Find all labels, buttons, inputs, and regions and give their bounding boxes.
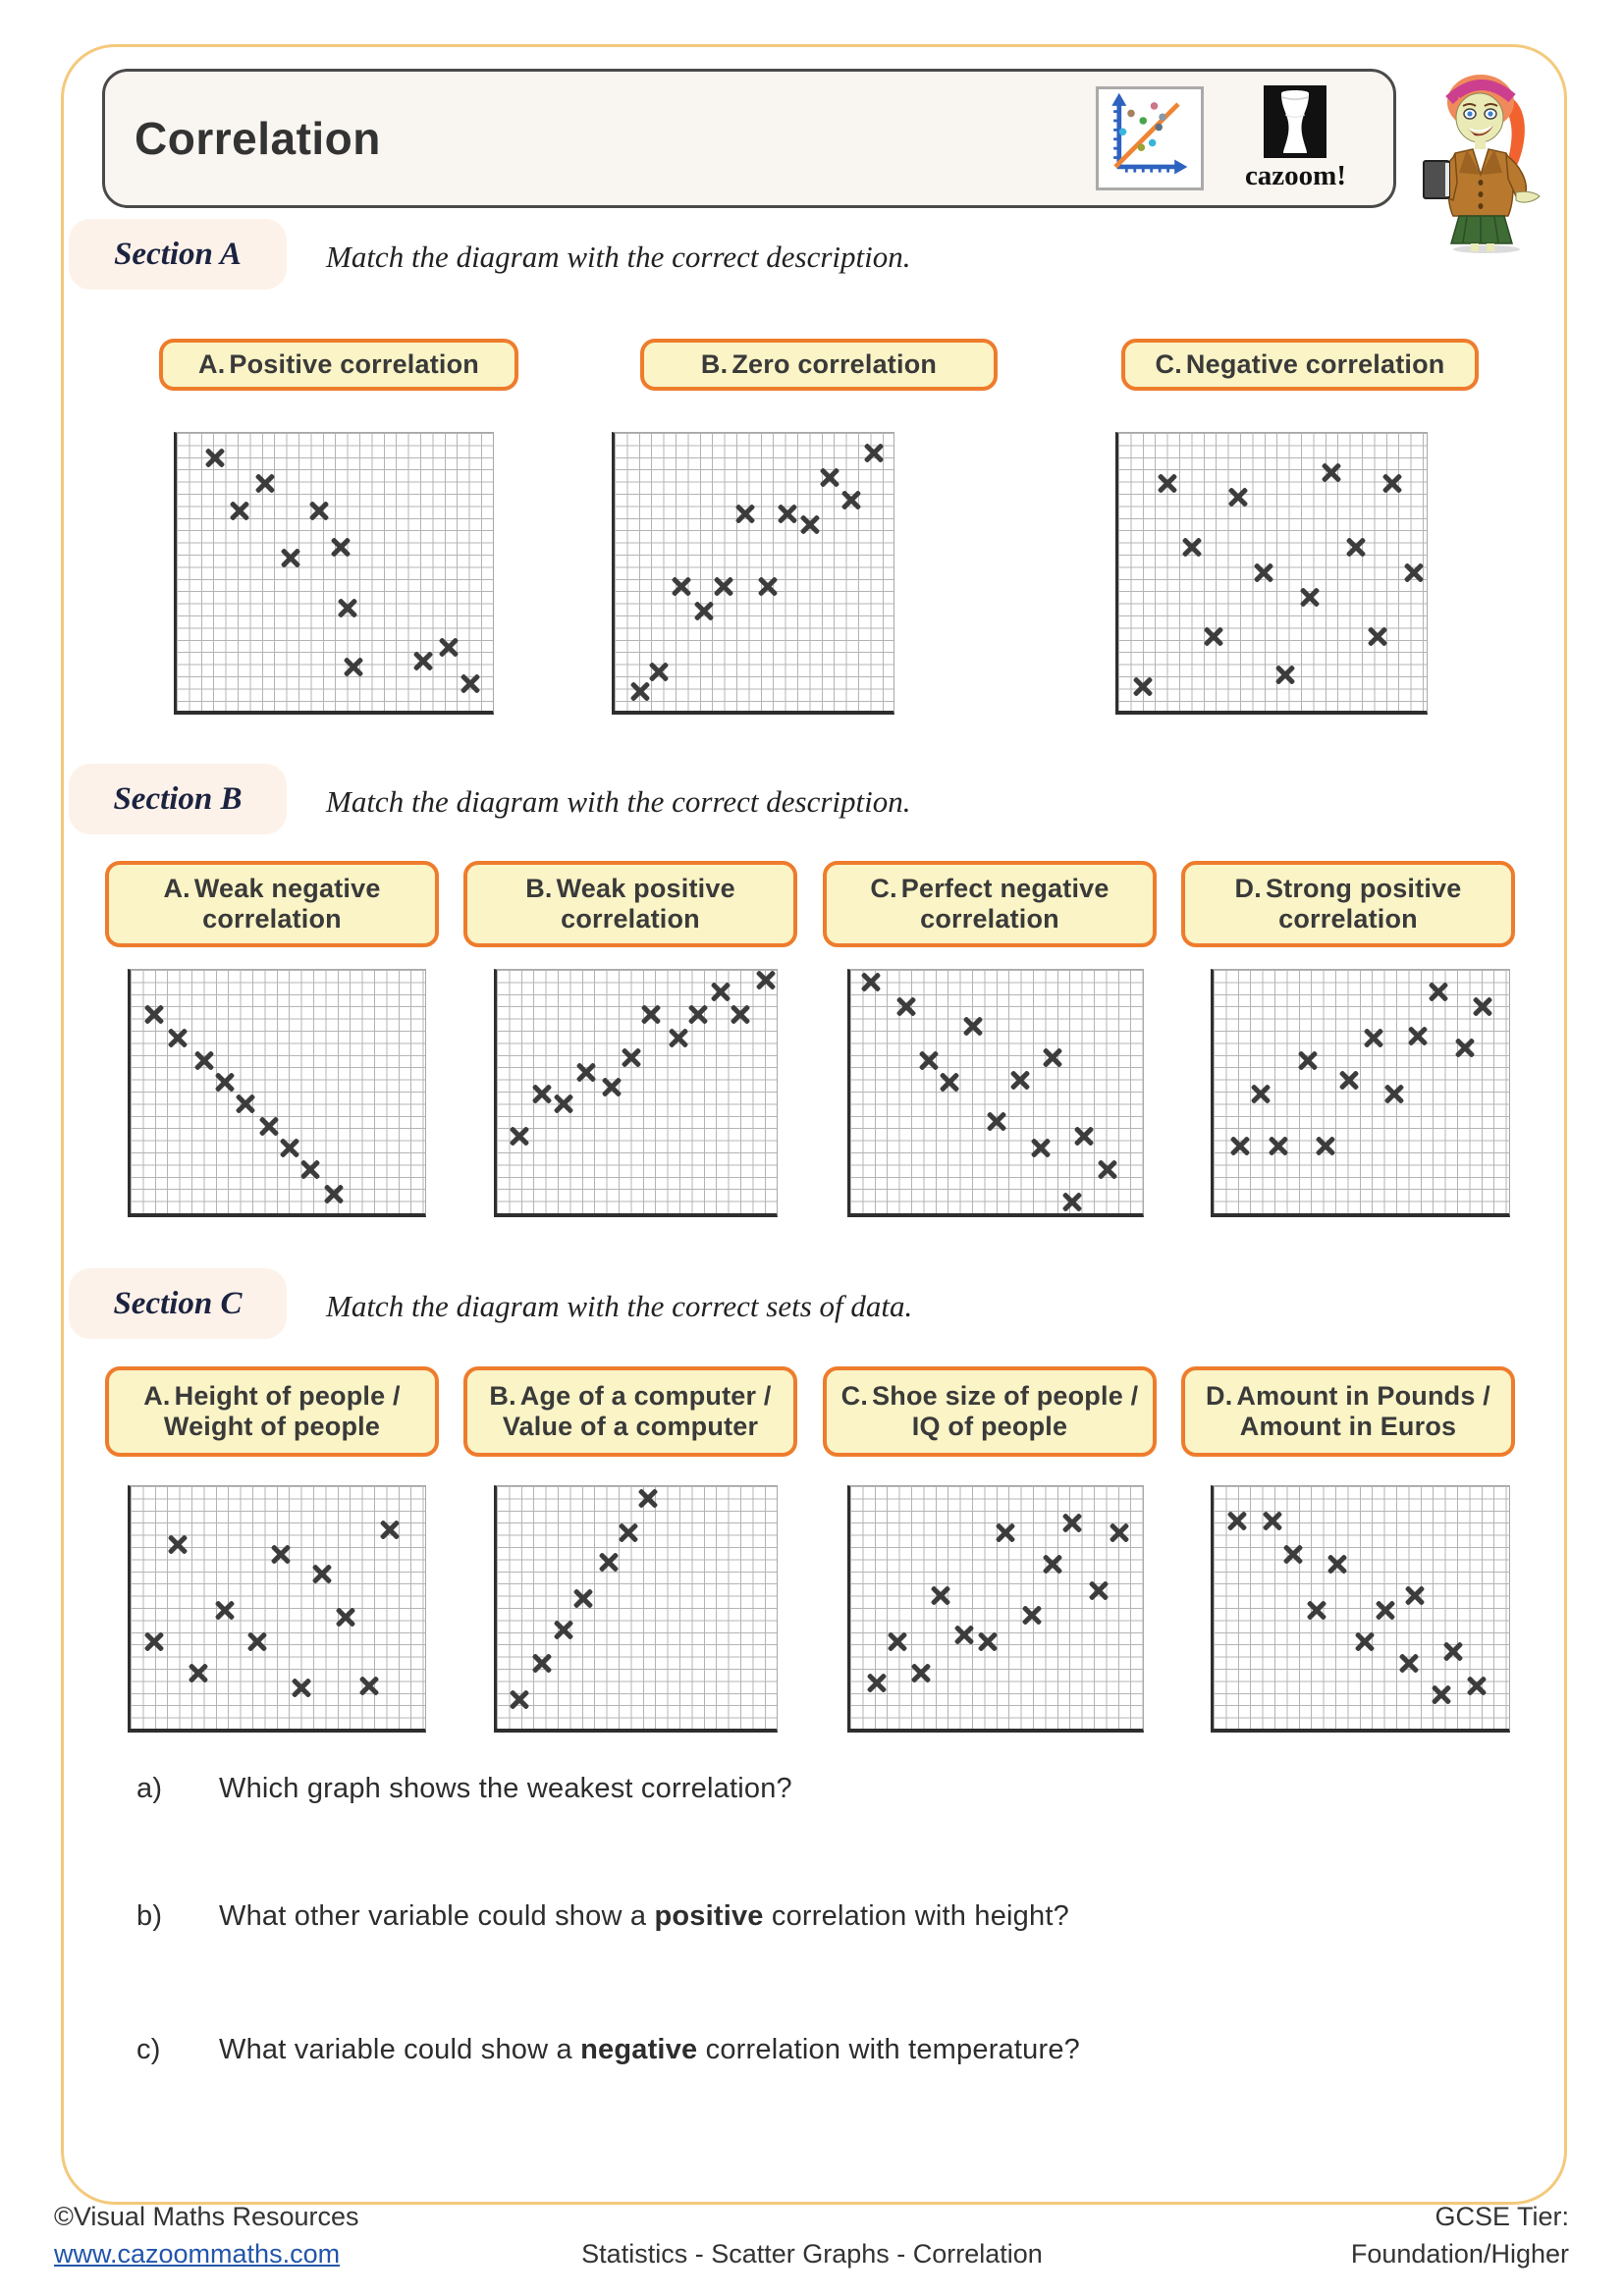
x-mark (798, 512, 822, 536)
footer-tier-label: GCSE Tier: (1435, 2202, 1569, 2231)
scatter-plot-c3 (847, 1485, 1144, 1733)
x-mark (1427, 980, 1450, 1003)
option-key: A. (163, 874, 190, 903)
x-mark (1008, 1068, 1032, 1092)
x-mark (336, 596, 359, 619)
x-mark (329, 535, 352, 559)
x-mark (597, 1550, 621, 1574)
x-mark (1406, 1024, 1430, 1047)
x-mark (253, 471, 277, 495)
option-key: A. (143, 1381, 171, 1411)
x-mark (1382, 1082, 1406, 1105)
footer-website-link[interactable]: www.cazoommaths.com (54, 2239, 341, 2269)
x-mark (733, 502, 757, 525)
x-mark (1344, 535, 1368, 559)
section-b-label: Section B (113, 780, 243, 817)
cazoom-drum-icon (1264, 85, 1326, 158)
option-key: D. (1234, 874, 1262, 903)
x-mark (1060, 1190, 1084, 1213)
x-mark (859, 970, 883, 993)
section-b-instruction: Match the diagram with the correct description. (326, 784, 911, 819)
option-box-a2 (640, 339, 998, 391)
option-key: B. (489, 1381, 516, 1411)
x-mark (1314, 1134, 1337, 1157)
option-box-b2 (463, 861, 797, 947)
x-mark (639, 1002, 663, 1026)
x-mark (756, 574, 780, 598)
option-label: Strong positive correlation (1265, 874, 1462, 934)
x-mark (574, 1060, 598, 1084)
x-mark (1252, 561, 1275, 584)
x-mark (1156, 471, 1179, 495)
x-mark (1353, 1629, 1377, 1653)
question-c-text: What variable could show a negative correlation with temperature? (219, 2034, 1080, 2065)
x-mark (166, 1532, 189, 1556)
x-mark (142, 1002, 166, 1026)
x-mark (1403, 1583, 1427, 1607)
x-mark (1453, 1036, 1477, 1059)
x-mark (1228, 1134, 1252, 1157)
x-mark (378, 1518, 402, 1541)
x-mark (1087, 1578, 1110, 1602)
x-mark (894, 994, 918, 1018)
scatter-plot-b2 (494, 969, 778, 1217)
x-mark (142, 1629, 166, 1653)
x-mark (994, 1521, 1017, 1544)
x-mark (1096, 1157, 1119, 1181)
x-mark (1281, 1542, 1305, 1566)
x-mark (1029, 1136, 1053, 1159)
scatter-chart-icon (1096, 86, 1204, 190)
x-mark (166, 1026, 189, 1049)
x-mark (1180, 535, 1204, 559)
section-c-instruction: Match the diagram with the correct sets of data. (326, 1289, 913, 1323)
x-mark (600, 1075, 623, 1098)
scatter-plot-c2 (494, 1485, 778, 1733)
x-mark (257, 1114, 281, 1138)
x-mark (213, 1598, 237, 1622)
x-mark (754, 968, 778, 991)
x-mark (985, 1109, 1008, 1133)
option-label: Age of a computer / Value of a computer (502, 1381, 772, 1441)
section-b-pill (69, 764, 287, 834)
option-label: Weak positive correlation (556, 874, 735, 934)
x-mark (411, 649, 435, 672)
footer-copyright: ©Visual Maths Resources (54, 2202, 359, 2231)
x-mark (1020, 1603, 1044, 1627)
x-mark (213, 1070, 237, 1094)
x-mark (686, 1002, 710, 1026)
option-box-c3 (823, 1366, 1157, 1457)
option-label: Shoe size of people / IQ of people (872, 1381, 1139, 1441)
x-mark (1326, 1552, 1349, 1575)
x-mark (279, 546, 302, 569)
x-mark (952, 1623, 976, 1646)
x-mark (886, 1629, 909, 1653)
option-label: Height of people / Weight of people (163, 1381, 401, 1441)
x-mark (459, 671, 482, 695)
option-label: Negative correlation (1185, 349, 1445, 379)
x-mark (530, 1651, 554, 1675)
x-mark (245, 1629, 269, 1653)
scatter-plot-b1 (128, 969, 426, 1217)
x-mark (909, 1661, 933, 1684)
scatter-plot-c4 (1211, 1485, 1510, 1733)
x-mark (1041, 1552, 1064, 1575)
x-mark (1298, 585, 1322, 609)
x-mark (647, 660, 671, 683)
section-c-label: Section C (113, 1285, 243, 1321)
question-b-text: What other variable could show a positive correlation with height? (219, 1900, 1069, 1932)
option-box-b3 (823, 861, 1157, 947)
x-mark (1305, 1598, 1328, 1622)
header-icons (1096, 85, 1346, 192)
x-mark (938, 1070, 961, 1094)
x-mark (961, 1014, 985, 1038)
x-mark (1131, 674, 1155, 698)
option-label: Amount in Pounds / Amount in Euros (1236, 1381, 1490, 1441)
x-mark (1441, 1639, 1465, 1663)
x-mark (862, 441, 886, 464)
option-key: A. (198, 349, 226, 379)
x-mark (1296, 1048, 1320, 1072)
x-mark (692, 599, 716, 622)
scatter-plot-a3 (1115, 432, 1428, 715)
x-mark (1362, 1026, 1385, 1049)
section-a-pill (69, 219, 287, 290)
x-mark (187, 1661, 210, 1684)
x-mark (437, 635, 460, 659)
x-mark (1374, 1598, 1397, 1622)
x-mark (976, 1629, 1000, 1653)
x-mark (636, 1486, 660, 1510)
x-mark (290, 1676, 313, 1699)
scatter-plot-a2 (612, 432, 894, 715)
x-mark (1060, 1511, 1084, 1534)
option-box-b4 (1181, 861, 1515, 947)
option-label: Positive correlation (229, 349, 479, 379)
x-mark (1267, 1134, 1290, 1157)
x-mark (228, 499, 251, 522)
scatter-plot-b3 (847, 969, 1144, 1217)
x-mark (712, 574, 735, 598)
option-key: D. (1206, 1381, 1233, 1411)
x-mark (1041, 1045, 1064, 1069)
question-c (136, 2034, 1080, 2066)
page-title: Correlation (135, 113, 381, 164)
x-mark (709, 980, 732, 1003)
worksheet-header (102, 69, 1396, 208)
cazoom-logo (1245, 85, 1346, 192)
x-mark (1402, 561, 1426, 584)
x-mark (571, 1586, 595, 1610)
x-mark (1225, 1509, 1249, 1532)
option-key: C. (840, 1381, 869, 1411)
question-b-key: b) (136, 1900, 163, 1932)
x-mark (203, 446, 227, 469)
option-key: C. (1155, 349, 1182, 379)
x-mark (322, 1182, 346, 1205)
question-c-key: c) (136, 2034, 161, 2065)
x-mark (620, 1045, 643, 1069)
x-mark (334, 1605, 357, 1629)
question-a-text: Which graph shows the weakest correlation? (219, 1773, 792, 1804)
x-mark (552, 1618, 575, 1641)
x-mark (1226, 485, 1250, 508)
option-box-c1 (105, 1366, 439, 1457)
x-mark (278, 1136, 301, 1159)
x-mark (508, 1687, 531, 1711)
x-mark (865, 1671, 889, 1694)
x-mark (670, 574, 693, 598)
x-mark (1261, 1509, 1284, 1532)
x-mark (269, 1542, 293, 1566)
x-mark (1465, 1674, 1489, 1697)
x-mark (839, 488, 863, 511)
option-box-c2 (463, 1366, 797, 1457)
option-box-a3 (1121, 339, 1479, 391)
section-a-instruction: Match the diagram with the correct description. (326, 240, 911, 274)
x-mark (307, 499, 331, 522)
x-mark (1471, 994, 1494, 1018)
x-mark (1430, 1682, 1453, 1706)
footer-topic: Statistics - Scatter Graphs - Correlation (581, 2239, 1043, 2269)
x-mark (617, 1521, 640, 1544)
option-key: B. (525, 874, 553, 903)
x-mark (552, 1092, 575, 1115)
x-mark (234, 1092, 257, 1115)
cartoon-girl-mascot (1410, 57, 1561, 253)
x-mark (1397, 1651, 1421, 1675)
x-mark (1108, 1521, 1131, 1544)
x-mark (342, 655, 365, 678)
option-label: Zero correlation (731, 349, 938, 379)
scatter-plot-c1 (128, 1485, 426, 1733)
x-mark (1337, 1068, 1361, 1092)
x-mark (1380, 471, 1404, 495)
option-box-b1 (105, 861, 439, 947)
x-mark (776, 502, 799, 525)
footer-tier-value: Foundation/Higher (1350, 2239, 1569, 2269)
question-b (136, 1900, 1069, 1933)
x-mark (530, 1082, 554, 1105)
x-mark (1249, 1082, 1272, 1105)
section-c-pill (69, 1268, 287, 1339)
x-mark (1202, 624, 1225, 648)
option-box-a1 (159, 339, 518, 391)
x-mark (1072, 1124, 1096, 1148)
scatter-plot-b4 (1211, 969, 1510, 1217)
scatter-plot-a1 (174, 432, 494, 715)
option-label: Weak negative correlation (193, 874, 381, 934)
question-a (136, 1773, 792, 1805)
x-mark (357, 1674, 381, 1697)
x-mark (818, 465, 841, 489)
x-mark (729, 1002, 752, 1026)
x-mark (1273, 663, 1297, 686)
x-mark (917, 1048, 941, 1072)
x-mark (929, 1583, 952, 1607)
section-a-label: Section A (114, 236, 242, 272)
question-a-key: a) (136, 1773, 163, 1804)
x-mark (1366, 624, 1389, 648)
option-label: Perfect negative correlation (900, 874, 1110, 934)
x-mark (508, 1124, 531, 1148)
option-key: C. (870, 874, 897, 903)
x-mark (667, 1026, 690, 1049)
x-mark (192, 1048, 216, 1072)
x-mark (310, 1562, 334, 1585)
option-box-c4 (1181, 1366, 1515, 1457)
x-mark (298, 1157, 322, 1181)
option-key: B. (700, 349, 729, 379)
cazoom-wordmark: cazoom! (1244, 159, 1346, 191)
x-mark (1320, 460, 1343, 484)
